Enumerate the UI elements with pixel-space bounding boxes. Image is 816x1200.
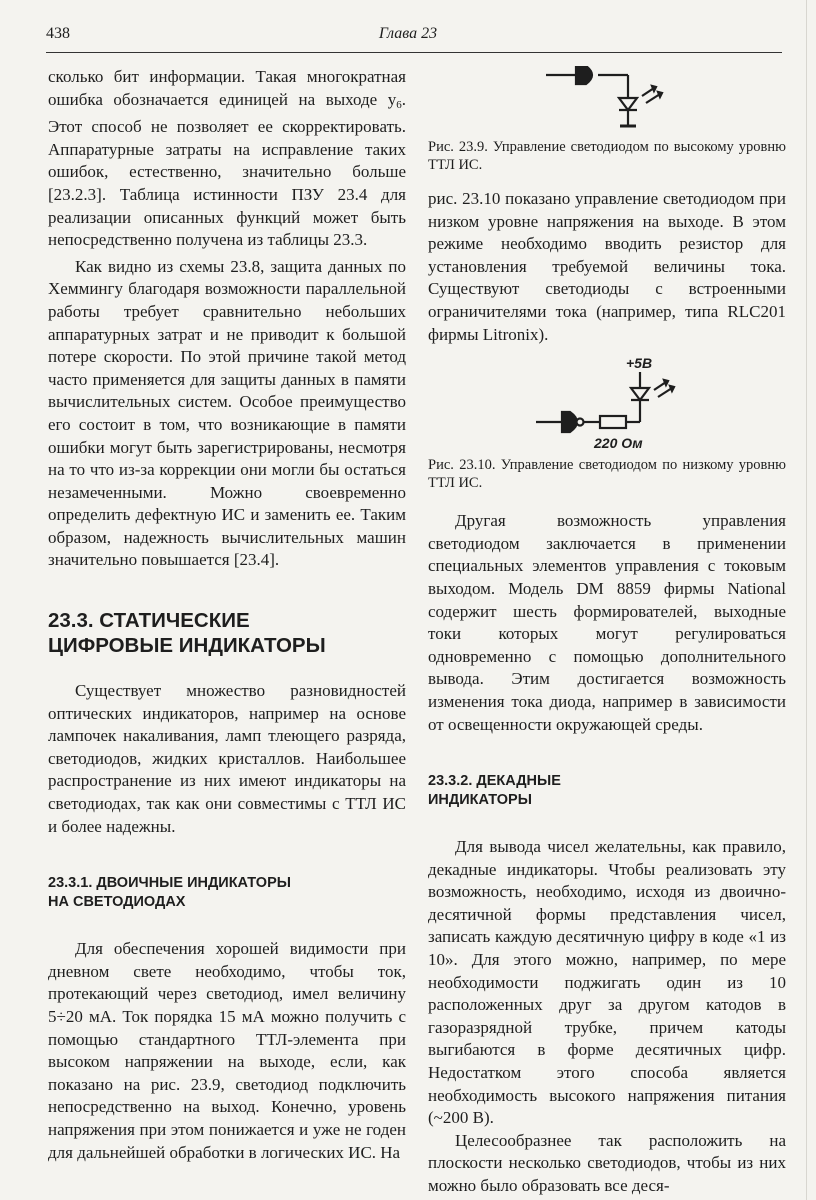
page-header xyxy=(0,0,816,60)
paragraph: Как видно из схемы 23.8, защита данных по Хеммингу благодаря возможности параллельной работы требует сравнительно небольших аппаратурных затрат и не приводит к большой потере скорости. По этой причине такой метод часто применяется для защиты данных в памяти вычислительных систем. Особое преимущество его состоит в том, что возникающие в памяти ошибки могут быть зарегистрированы, несмотря на то что из-за коррекции они могли бы остаться незамеченными. Можно своевременно определить дефектную ИС и заменить ее. Таким образом, надежность вычислительных машин значительно повышается [23.4]. xyxy=(48,256,406,570)
left-column xyxy=(48,66,406,1164)
section-title: 23.3. СТАТИЧЕСКИЕ ЦИФРОВЫЕ ИНДИКАТОРЫ xyxy=(48,609,326,658)
led-high-level-circuit xyxy=(428,66,786,138)
led-low-level-circuit xyxy=(428,346,786,456)
header-rule xyxy=(46,52,782,53)
paragraph: Для обеспечения хорошей видимости при дневном свете необходимо, чтобы ток, протекающий через светодиод, имел величину 5÷20 мА. Ток порядка 15 мА можно получить с помощью стандартного ТТЛ-элемента при высоком напряжении на выходе, если, как показано на рис. 23.9, светодиод подключить непосредственно на выход. Конечно, уровень напряжения при этом понижается и уже не годен для дальнейшей обработки в логических ИС. На xyxy=(48,939,406,1162)
figure-23-10 xyxy=(428,346,786,456)
paragraph: рис. 23.10 показано управление светодиодом при низком уровне напряжения на выходе. В этом режиме необходимо вводить резистор для установления требуемой величины тока. Существуют светодиоды с встроенными ограничителями тока (например, типа RLC201 фирмы Litronix). xyxy=(428,189,786,344)
page-number: 438 xyxy=(46,25,70,42)
figure-caption: Рис. 23.9. Управление светодиодом по высокому уровню ТТЛ ИС. xyxy=(428,139,786,173)
resistor-label: 220 Ом xyxy=(594,435,643,452)
subsection-title: 23.3.1. ДВОИЧНЫЕ ИНДИКАТОРЫ НА СВЕТОДИОДАХ xyxy=(48,875,291,911)
paragraph: Другая возможность управления светодиодом заключается в применении специальных элементов управления с токовым выходом. Модель DM 8859 фирмы National содержит шесть формирователей, выходные токи которых могут регулироваться одновременно с помощью дополнительного вывода. Этим достигается возможность изменения тока диода, например в зависимости от освещенности окружающей среды. xyxy=(428,511,786,734)
paragraph: Целесообразнее так расположить на плоскости несколько светодиодов, чтобы из них можно было образовать все деся- xyxy=(428,1130,786,1195)
supply-label: +5В xyxy=(626,355,653,372)
subsection-title: 23.3.2. ДЕКАДНЫЕ ИНДИКАТОРЫ xyxy=(428,773,561,809)
running-head: Глава 23 xyxy=(378,25,438,42)
paragraph: Существует множество разновидностей оптических индикаторов, например на основе лампочек накаливания, ламп тлеющего разряда, светодиодов, жидких кристаллов. Наибольшее распространение из них имеют индикаторы на светодиодах, так как они совместимы с ТТЛ ИС и более надежны. xyxy=(48,681,406,836)
right-column xyxy=(428,66,786,1198)
scan-edge xyxy=(806,0,807,1200)
paragraph: Для вывода чисел желательны, как правило, декадные индикаторы. Чтобы реализовать эту возможность, необходимо, исходя из двоично-десятичной формы представления чисел, записать каждую десятичную цифру в коде «1 из 10». Для этого можно, например, по мере необходимости поджигать один из 10 расположенных друг за другом катодов в газоразрядной трубке, причем катоды выгибаются в форме десятичных цифр. Недостатком этого способа является необходимость высокого напряжения питания (~200 В). xyxy=(428,837,786,1128)
paragraph: сколько бит информации. Такая многократная ошибка обозначается единицей на выходе $y_6$. Этот способ не позволяет ее скорректировать. Аппаратурные затраты на исправление таких ошибок, естественно, значительно больше [23.2.3]. Таблица истинности ПЗУ 23.4 для реализации описанных функций может быть непосредственно получена из таблицы 23.3. xyxy=(48,67,406,250)
figure-23-9 xyxy=(428,66,786,138)
figure-caption: Рис. 23.10. Управление светодиодом по низкому уровню ТТЛ ИС. xyxy=(428,457,786,492)
